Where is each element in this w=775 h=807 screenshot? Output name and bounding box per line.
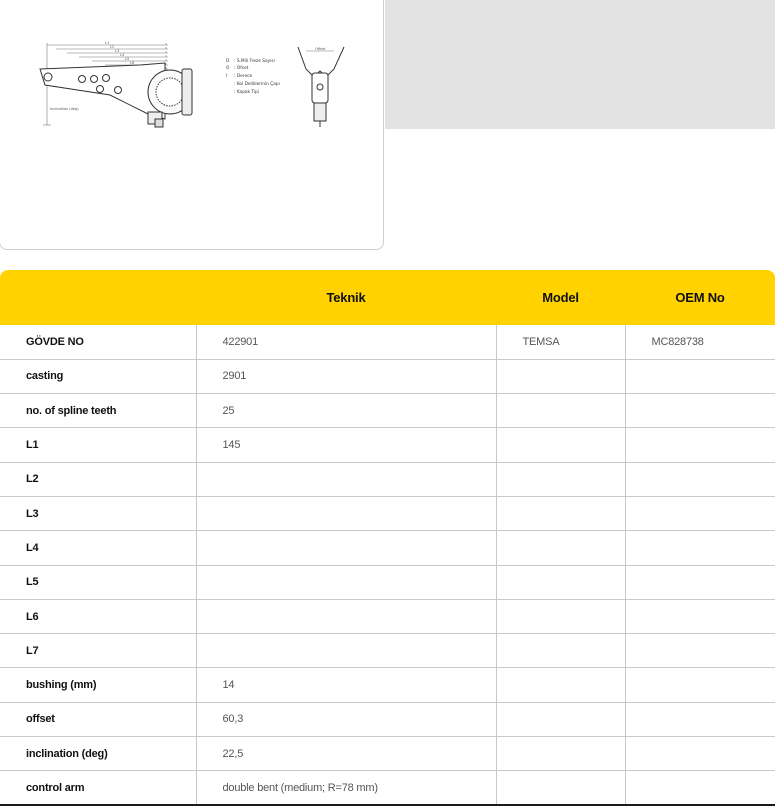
cell-teknik: 25 [196,394,496,428]
svg-text:L6: L6 [130,61,135,65]
cell-oem [625,771,775,805]
cell-key: L4 [0,531,196,565]
header-cell-empty [0,270,196,325]
cell-teknik: 2901 [196,359,496,393]
svg-text:D: D [226,59,230,64]
side-view [298,47,344,127]
table-row [0,668,775,702]
cell-key: bushing (mm) [0,668,196,702]
cell-key: no. of spline teeth [0,394,196,428]
specs-table [0,270,775,806]
cell-key: L2 [0,462,196,496]
table-row [0,565,775,599]
table-row [0,428,775,462]
table-row [0,771,775,805]
cell-key: L6 [0,599,196,633]
cell-teknik [196,565,496,599]
cell-oem [625,428,775,462]
lever-arm [40,63,192,127]
cell-teknik: 60,3 [196,702,496,736]
table-row [0,531,775,565]
svg-text:L4: L4 [120,53,125,57]
svg-text:: S.Mili Freze Sayısı: : S.Mili Freze Sayısı [234,59,275,64]
offset-label: Offset [315,47,326,51]
svg-text:: Derece: : Derece [234,74,253,79]
cell-oem [625,394,775,428]
table-row [0,325,775,359]
cell-model: TEMSA [496,325,625,359]
cell-oem [625,599,775,633]
svg-text:O: O [226,66,230,71]
cell-model [496,428,625,462]
cell-teknik: 422901 [196,325,496,359]
cell-model [496,702,625,736]
cell-key: GÖVDE NO [0,325,196,359]
cell-oem [625,496,775,530]
table-row [0,599,775,633]
cell-model [496,462,625,496]
header-cell-oem-no: OEM No [625,270,775,325]
cell-teknik [196,599,496,633]
cell-oem [625,737,775,771]
svg-text:: Kapak Tipi: : Kapak Tipi [234,90,260,95]
cell-teknik: 145 [196,428,496,462]
cell-key: control arm [0,771,196,805]
cell-key: L5 [0,565,196,599]
cell-model [496,565,625,599]
cell-key: offset [0,702,196,736]
cell-model [496,496,625,530]
svg-text:L3: L3 [115,49,120,53]
cell-model [496,737,625,771]
header-cell-model: Model [496,270,625,325]
cell-teknik [196,462,496,496]
table-row [0,634,775,668]
cell-key: L3 [0,496,196,530]
cell-teknik [196,531,496,565]
gray-image-panel [385,0,775,129]
cell-key: L7 [0,634,196,668]
cell-teknik [196,496,496,530]
cell-oem [625,531,775,565]
svg-text:L1: L1 [105,41,110,45]
cell-oem [625,702,775,736]
cell-teknik: double bent (medium; R=78 mm) [196,771,496,805]
cell-model [496,394,625,428]
cell-model [496,359,625,393]
cell-model [496,634,625,668]
diagram-legend [226,58,280,95]
cell-oem [625,668,775,702]
svg-text:L2: L2 [110,45,115,49]
cell-key: inclination (deg) [0,737,196,771]
cell-oem [625,565,775,599]
cell-oem: MC828738 [625,325,775,359]
cell-oem [625,462,775,496]
svg-text:: Kol Deliklerinin Çapı: : Kol Deliklerinin Çapı [234,82,280,87]
table-row [0,359,775,393]
cell-model [496,668,625,702]
svg-text:I: I [226,74,228,79]
cell-model [496,531,625,565]
product-image-card [0,0,384,250]
svg-text:: Ofset: : Ofset [234,66,249,71]
slack-adjuster-drawing [0,0,384,250]
table-row [0,737,775,771]
table-row [0,462,775,496]
table-header-row [0,270,775,325]
cell-oem [625,359,775,393]
inclination-label: Inclination (deg) [50,107,79,111]
cell-model [496,599,625,633]
cell-teknik: 22,5 [196,737,496,771]
cell-key: casting [0,359,196,393]
table-row [0,394,775,428]
cell-oem [625,634,775,668]
header-cell-teknik: Teknik [196,270,496,325]
table-row [0,702,775,736]
svg-text:L5: L5 [125,57,130,61]
cell-model [496,771,625,805]
cell-teknik: 14 [196,668,496,702]
cell-key: L1 [0,428,196,462]
table-row [0,496,775,530]
cell-teknik [196,634,496,668]
